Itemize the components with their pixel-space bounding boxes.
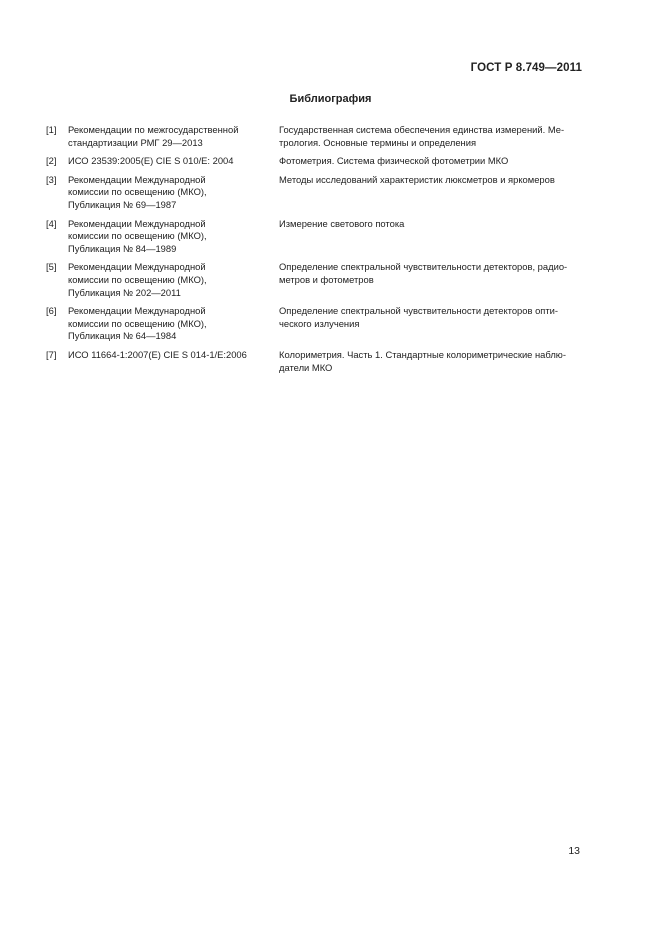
entry-number: [3] bbox=[46, 173, 57, 185]
entry-title-line: метров и фотометров bbox=[279, 273, 374, 285]
entry-number: [2] bbox=[46, 155, 57, 167]
page-number: 13 bbox=[568, 845, 580, 857]
entry-source-line: комиссии по освещению (МКО), bbox=[68, 273, 207, 285]
entry-title bbox=[256, 124, 586, 149]
entry-source bbox=[68, 261, 256, 299]
entry-source-line: Рекомендации по межгосударственной bbox=[68, 124, 239, 135]
entry-source-line: комиссии по освещению (МКО), bbox=[68, 230, 207, 242]
entry-source-line: Рекомендации Международной bbox=[68, 217, 206, 229]
entry-source-line: ИСО 11664-1:2007(E) CIE S 014-1/E:2006 bbox=[68, 348, 247, 360]
bibliography-entry bbox=[46, 124, 586, 149]
entry-title bbox=[256, 349, 586, 374]
entry-number: [1] bbox=[46, 124, 57, 135]
entry-title-line: трология. Основные термины и определения bbox=[279, 136, 477, 148]
entry-number: [6] bbox=[46, 305, 57, 317]
bibliography-entry bbox=[46, 155, 586, 168]
entry-source-line: Публикация № 69—1987 bbox=[68, 198, 177, 210]
entry-title bbox=[256, 174, 586, 212]
entry-title-line: Определение спектральной чувствительности детекторов опти- bbox=[279, 305, 559, 317]
entry-source-line: Публикация № 64—1984 bbox=[68, 330, 177, 342]
entry-title-line: ческого излучения bbox=[279, 317, 360, 329]
entry-source-line: ИСО 23539:2005(E) CIE S 010/E: 2004 bbox=[68, 155, 234, 167]
entry-title bbox=[256, 261, 586, 299]
entry-source bbox=[68, 349, 256, 374]
entry-source-line: Публикация № 84—1989 bbox=[68, 242, 177, 254]
entry-source bbox=[68, 124, 256, 149]
entry-source-line: Рекомендации Международной bbox=[68, 173, 206, 185]
bibliography-entry bbox=[46, 349, 586, 374]
entry-source-line: Рекомендации Международной bbox=[68, 305, 206, 317]
entry-source bbox=[68, 218, 256, 256]
entry-source bbox=[68, 305, 256, 343]
entry-source-line: Рекомендации Международной bbox=[68, 261, 206, 273]
entry-title bbox=[256, 305, 586, 343]
bibliography-entry bbox=[46, 305, 586, 343]
entry-title bbox=[256, 218, 586, 256]
entry-source bbox=[68, 155, 256, 168]
bibliography-list bbox=[46, 124, 586, 380]
entry-number: [7] bbox=[46, 348, 57, 360]
entry-number: [5] bbox=[46, 261, 57, 273]
section-title: Библиография bbox=[289, 93, 372, 105]
entry-title-line: Определение спектральной чувствительности детекторов, радио- bbox=[279, 261, 568, 273]
entry-title-line: Фотометрия. Система физической фотометрии МКО bbox=[279, 155, 509, 167]
bibliography-entry bbox=[46, 218, 586, 256]
standard-code: ГОСТ Р 8.749—2011 bbox=[470, 62, 582, 74]
entry-title-line: датели МКО bbox=[279, 361, 333, 373]
entry-title bbox=[256, 155, 586, 168]
entry-title-line: Колориметрия. Часть 1. Стандартные колориметрические наблю- bbox=[279, 348, 566, 360]
entry-source bbox=[68, 174, 256, 212]
entry-source-line: Публикация № 202—2011 bbox=[68, 286, 181, 298]
entry-number: [4] bbox=[46, 217, 57, 229]
entry-source-line: стандартизации РМГ 29—2013 bbox=[68, 136, 203, 148]
entry-title-line: Государственная система обеспечения единства измерений. Ме- bbox=[279, 124, 565, 135]
entry-source-line: комиссии по освещению (МКО), bbox=[68, 186, 207, 198]
bibliography-entry bbox=[46, 174, 586, 212]
entry-title-line: Методы исследований характеристик люксметров и яркомеров bbox=[279, 173, 555, 185]
entry-title-line: Измерение светового потока bbox=[279, 217, 405, 229]
bibliography-entry bbox=[46, 261, 586, 299]
entry-source-line: комиссии по освещению (МКО), bbox=[68, 317, 207, 329]
